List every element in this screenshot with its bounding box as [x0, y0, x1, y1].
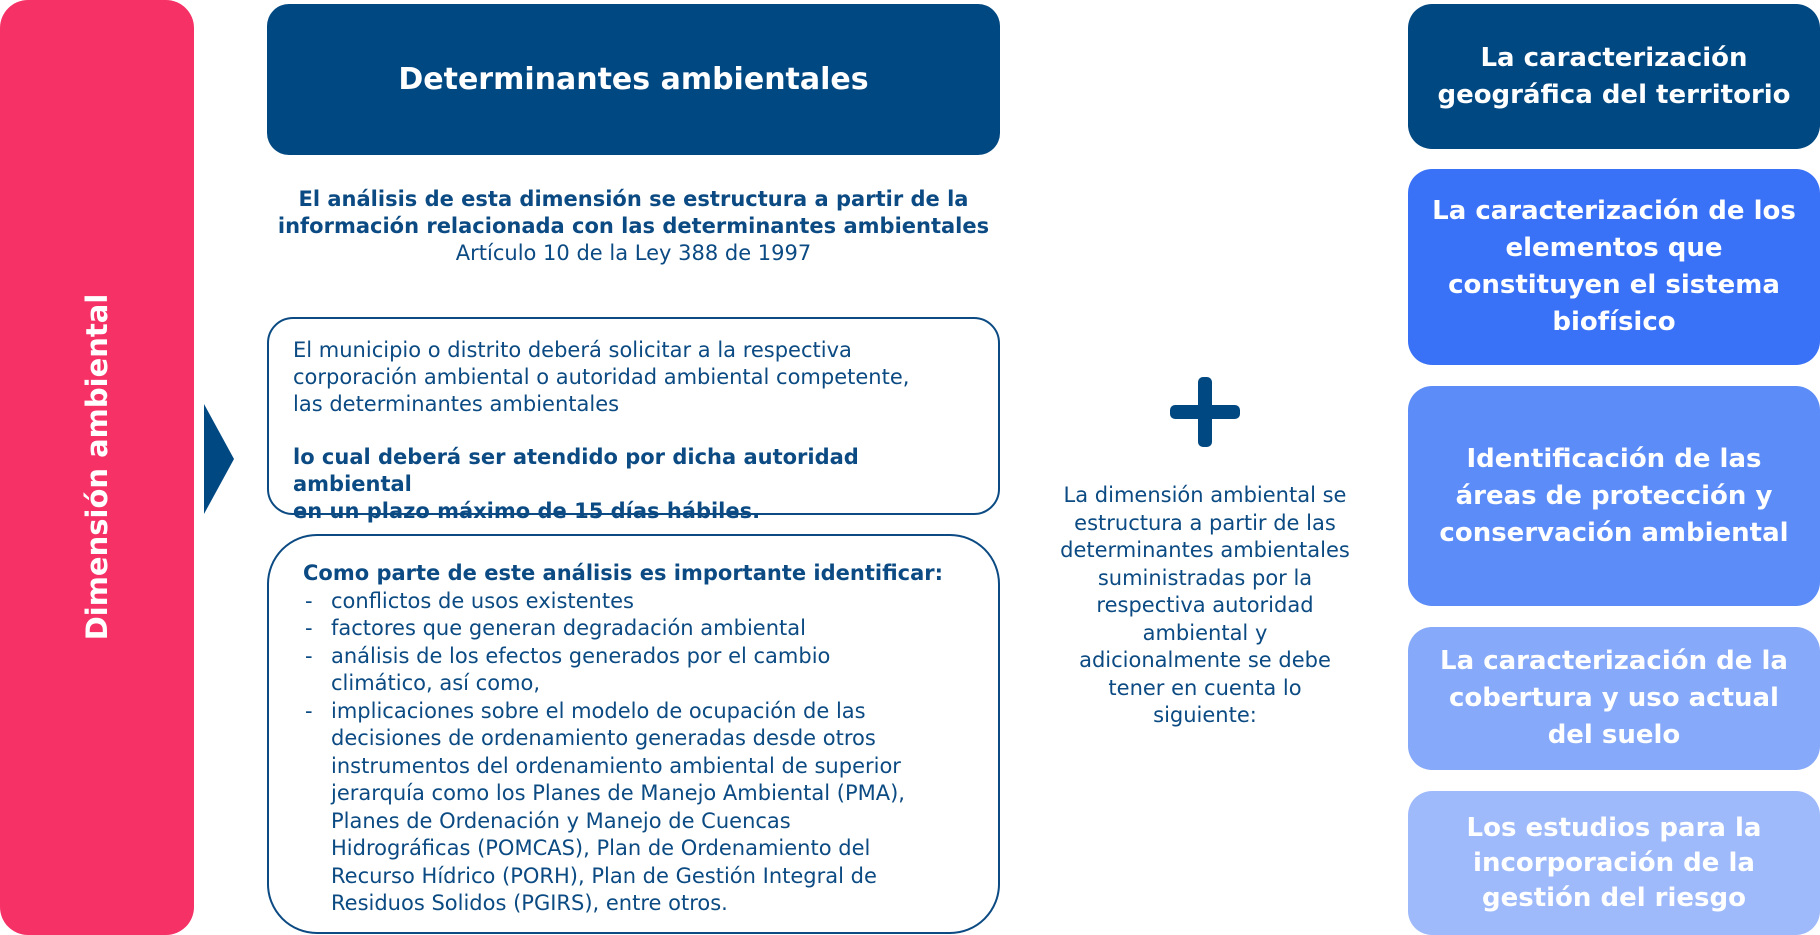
card-text — [1437, 40, 1790, 114]
middle-text-line: tener en cuenta lo — [1108, 675, 1302, 700]
card-text-line: conservación ambiental — [1439, 517, 1789, 548]
middle-text-line: siguiente: — [1153, 703, 1257, 727]
card-protection-areas — [1408, 386, 1820, 606]
card-text-line: Identificación de las — [1466, 443, 1762, 474]
analysis-item-line: implicaciones sobre el modelo de ocupación de las — [331, 698, 866, 723]
request-line: El municipio o distrito deberá solicitar a la respectiva — [293, 338, 852, 362]
analysis-item-line: conflictos de usos existentes — [331, 588, 634, 613]
side-label: Dimensión ambiental — [80, 293, 114, 641]
analysis-item-line: análisis de los efectos generados por el cambio — [331, 643, 831, 668]
analysis-item-line: Planes de Ordenación y Manejo de Cuencas — [331, 808, 791, 833]
card-text — [1467, 811, 1762, 916]
middle-text-line: determinantes ambientales — [1060, 538, 1350, 562]
card-text-line: La caracterización de la — [1440, 646, 1788, 676]
header-title: Determinantes ambientales — [398, 62, 869, 97]
card-text — [1440, 643, 1788, 754]
middle-text-line: respectiva autoridad — [1096, 593, 1314, 617]
card-text-line: elementos que — [1505, 233, 1723, 263]
request-deadline — [293, 444, 974, 525]
analysis-item — [303, 643, 968, 698]
header-box — [267, 4, 1000, 155]
intro-text — [267, 186, 1000, 267]
card-text-line: La caracterización de los — [1432, 196, 1796, 226]
intro-bold-line: información relacionada con las determinantes ambientales — [277, 214, 990, 238]
card-text — [1439, 441, 1788, 552]
card-land-cover — [1408, 627, 1820, 770]
request-paragraph — [293, 337, 974, 418]
request-box — [267, 317, 1000, 523]
analysis-item-line: decisiones de ordenamiento generadas desde otros — [331, 726, 876, 750]
request-line: corporación ambiental o autoridad ambiental competente, — [293, 365, 910, 389]
plus-icon — [1170, 377, 1240, 447]
card-text-line: La caracterización — [1480, 42, 1748, 73]
arrow-right-icon — [204, 404, 234, 514]
analysis-item-line: Residuos Solidos (PGIRS), entre otros. — [331, 891, 728, 915]
analysis-box — [267, 534, 1000, 934]
middle-text-line: adicionalmente se debe — [1079, 648, 1331, 672]
request-bold-line: lo cual deberá ser atendido por dicha autoridad ambiental — [293, 445, 859, 496]
analysis-item-line: climático, así como, — [331, 671, 541, 695]
card-text-line: constituyen el sistema — [1448, 270, 1780, 300]
analysis-list — [303, 588, 968, 918]
intro-bold-line: El análisis de esta dimensión se estructura a partir de la — [298, 187, 969, 211]
analysis-item — [303, 698, 968, 918]
analysis-item-line: jerarquía como los Planes de Manejo Ambiental (PMA), — [331, 781, 905, 805]
card-geographic — [1408, 4, 1820, 149]
card-text-line: gestión del riesgo — [1481, 882, 1746, 913]
request-bold-line: en un plazo máximo de 15 días hábiles. — [293, 499, 761, 523]
card-biophysical — [1408, 169, 1820, 365]
card-text-line: geográfica del territorio — [1437, 79, 1791, 110]
card-text-line: incorporación de la — [1473, 847, 1755, 878]
request-line: las determinantes ambientales — [293, 392, 620, 416]
analysis-item-line: instrumentos del ordenamiento ambiental de superior — [331, 753, 901, 778]
card-text-line: Los estudios para la — [1466, 812, 1762, 843]
analysis-item — [303, 615, 968, 643]
analysis-item-line: factores que generan degradación ambiental — [331, 616, 806, 640]
analysis-item-line: Hidrográficas (POMCAS), Plan de Ordenamiento del — [331, 836, 871, 860]
card-text — [1432, 193, 1796, 341]
middle-text-line: estructura a partir de las — [1074, 510, 1336, 535]
card-text-line: áreas de protección y — [1455, 480, 1773, 511]
middle-text-line: suministradas por la — [1097, 565, 1313, 590]
middle-text — [1045, 482, 1365, 730]
analysis-heading: Como parte de este análisis es importante identificar: — [303, 561, 944, 585]
analysis-item — [303, 588, 968, 616]
middle-text-line: La dimensión ambiental se — [1063, 483, 1347, 507]
intro-reference: Artículo 10 de la Ley 388 de 1997 — [455, 241, 812, 265]
middle-text-line: ambiental y — [1142, 620, 1268, 645]
card-risk-management — [1408, 791, 1820, 935]
card-text-line: del suelo — [1547, 720, 1681, 750]
card-text-line: cobertura y uso actual — [1449, 683, 1779, 713]
card-text-line: biofísico — [1552, 307, 1676, 337]
analysis-item-line: Recurso Hídrico (PORH), Plan de Gestión Integral de — [331, 863, 877, 888]
